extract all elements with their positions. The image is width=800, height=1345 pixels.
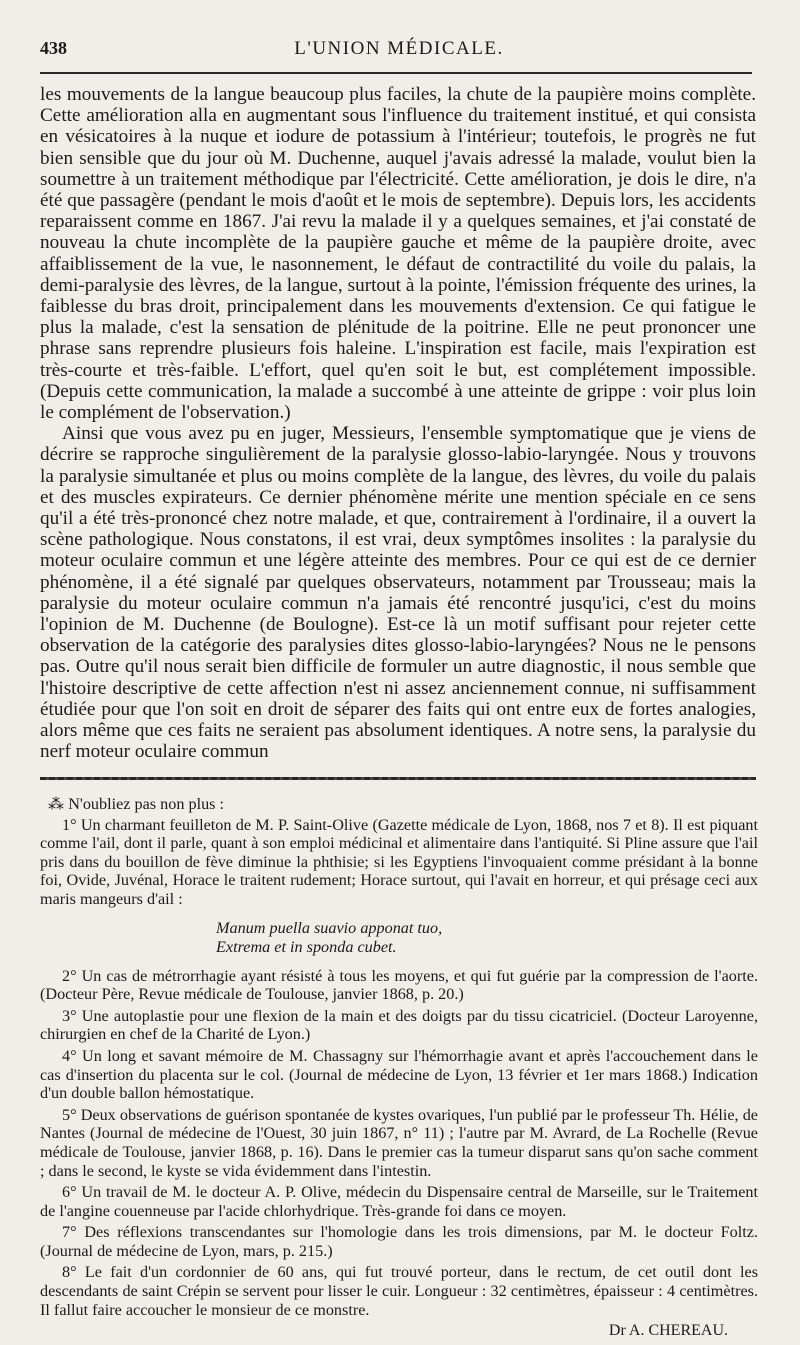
note-item: 1° Un charmant feuilleton de M. P. Saint-Olive (Gazette médicale de Lyon, 1868, nos 7 et 8). Il est piquant comme l'ail, dont il parle, quant à son emploi médicinal et alimentaire dans l'antiquité. Si Pline assure que l'ail pris dans du bouillon de fève diminue la phthisie; si les Egyptiens l'invoquaient comme présidant à la bonne foi, Ovide, Juvénal, Horace le traitent rudement; Horace surtout, qui l'avait en horreur, et qui présage ceci aux maris mangeurs d'ail : <box>40 815 758 908</box>
note-item: 7° Des réflexions transcendantes sur l'homologie dans les trois dimensions, par M. le docteur Foltz. (Journal de médecine de Lyon, mars, p. 215.) <box>40 1223 758 1260</box>
note-item: 6° Un travail de M. le docteur A. P. Olive, médecin du Dispensaire central de Marseille, sur le Traitement de l'angine couenneuse par l'acide chlorhydrique. Très-grande foi dans ce moyen. <box>40 1183 758 1220</box>
paragraph: Ainsi que vous avez pu en juger, Messieurs, l'ensemble symptomatique que je viens de décrire se rapproche singulièrement de la paralysie glosso-labio-laryngée. Nous y trouvons la paralysie simultanée et plus ou moins complète de la langue, des lèvres, du voile du palais et des muscles expirateurs. Ce dernier phénomène mérite une mention spéciale en ce sens qu'il a été très-prononcé chez notre malade, et que, contrairement à l'ordinaire, il a ouvert la scène pathologique. Nous constatons, il est vrai, deux symptômes insolites : la paralysie du moteur oculaire commun et une légère atteinte des membres. Pour ce qui est de ce dernier phénomène, il a été signalé par quelques observateurs, notamment par Trousseau; mais la paralysie du moteur oculaire commun n'a jamais été rencontré jusqu'ici, c'est du moins l'opinion de M. Duchenne (de Boulogne). Est-ce là un motif suffisant pour rejeter cette observation de la catégorie des paralysies dites glosso-labio-laryngées? Nous ne le pensons pas. Outre qu'il nous serait bien difficile de formuler un autre diagnostic, il nous semble que l'histoire descriptive de cette affection n'est ni assez anciennement connue, ni suffisamment étudiée pour que l'on soit en droit de séparer des faits qui ont entre eux de fortes analogies, alors même que ces faits ne seraient pas absolument identiques. A notre sens, la paralysie du nerf moteur oculaire commun <box>40 423 756 763</box>
notes-intro: ⁂ N'oubliez pas non plus : <box>48 795 225 813</box>
author-signature: Dr A. CHEREAU. <box>608 1322 728 1340</box>
note-item: 3° Une autoplastie pour une flexion de la main et des doigts par du tissu cicatriciel. (Docteur Laroyenne, chirurgien en chef de la Charité de Lyon.) <box>40 1006 758 1044</box>
verse-quote <box>216 919 758 957</box>
running-title: L'UNION MÉDICALE. <box>294 38 504 59</box>
notes-section <box>40 795 758 1341</box>
verse-line: Manum puella suavio apponat tuo, <box>216 918 443 937</box>
verse-line: Extrema et in sponda cubet. <box>216 937 397 956</box>
paragraph: les mouvements de la langue beaucoup plus faciles, la chute de la paupière moins complète. Cette amélioration alla en augmentant sous l'influence du traitement institué, et qui consista en vésicatoires à la nuque et iodure de potassium à l'intérieur; toutefois, le progrès ne fut bien sensible que du jour où M. Duchenne, auquel j'avais adressé la malade, voulut bien la soumettre à un traitement méthodique par l'électricité. Cette amélioration, je dois le dire, n'a été que passagère (pendant le mois d'août et le mois de septembre). Depuis lors, les accidents reparaissent comme en 1867. J'ai revu la malade il y a quelques semaines, et j'ai constaté de nouveau la chute incomplète de la paupière gauche et même de la paupière droite, avec affaiblissement de la vue, le nasonnement, le défaut de contractilité du voile du palais, la demi-paralysie des lèvres, de la langue, surtout à la pointe, l'émission fréquente des urines, la faiblesse du bras droit, principalement dans les mouvements d'extension. Ce qui fatigue le plus la malade, c'est la sensation de plénitude de la poitrine. Elle ne peut prononcer une phrase sans reprendre plusieurs fois haleine. L'inspiration est facile, mais l'expiration est très-courte et très-faible. L'effort, quel qu'en soit le but, est complétement impossible. (Depuis cette communication, la malade a succombé à une atteinte de grippe : voir plus loin le complément de l'observation.) <box>40 84 756 424</box>
page-number: 438 <box>40 38 67 58</box>
note-item: 8° Le fait d'un cordonnier de 60 ans, qui fut trouvé porteur, dans le rectum, de cet outil dont les descendants de saint Crépin se servent pour lisser le cuir. Longueur : 32 centimètres, épaisseur : 4 centimètres. Il fallut faire accoucher le monsieur de ce monstre. <box>40 1263 758 1319</box>
note-item: 5° Deux observations de guérison spontanée de kystes ovariques, l'un publié par le professeur Th. Hélie, de Nantes (Journal de médecine de l'Ouest, 30 juin 1867, n° 11) ; l'autre par M. Avrard, de La Rochelle (Revue médicale de Toulouse, janvier 1868, p. 16). Dans le premier cas la tumeur disparut sans qu'on sache comment ; dans le second, le kyste se vida évidemment dans l'intestin. <box>40 1105 758 1180</box>
note-item: 2° Un cas de métrorrhagie ayant résisté à tous les moyens, et qui fut guérie par la compression de l'aorte. (Docteur Père, Revue médicale de Toulouse, janvier 1868, p. 20.) <box>40 966 758 1004</box>
running-header <box>40 38 758 68</box>
article-body <box>40 84 756 763</box>
section-rule <box>40 777 756 780</box>
note-item: 4° Un long et savant mémoire de M. Chassagny sur l'hémorrhagie avant et après l'accouchement dans le cas d'insertion du placenta sur le col. (Journal de médecine de Lyon, 13 février et 1er mars 1868.) Indication d'un double ballon hémostatique. <box>40 1046 758 1103</box>
header-rule <box>40 72 752 74</box>
